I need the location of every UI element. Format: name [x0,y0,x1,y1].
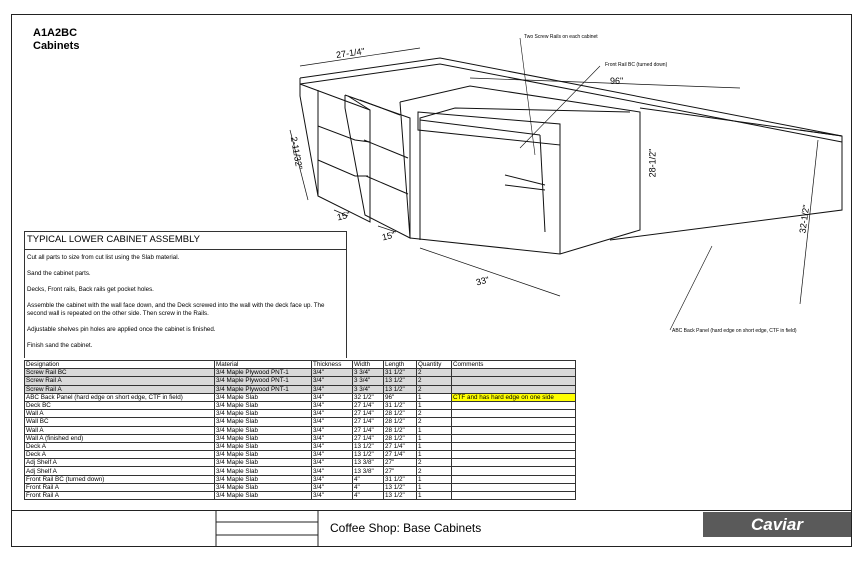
table-cell: 3/4 Maple Slab [215,451,312,459]
col-material: Material [215,361,312,369]
table-cell: 1 [417,475,452,483]
table-cell: 3/4 Maple Plywood PNT-1 [215,385,312,393]
table-cell: 3/4" [312,475,353,483]
drawing-code: A1A2BC [33,27,78,39]
table-cell: 28 1/2" [384,434,417,442]
table-cell: 1 [417,393,452,401]
label-front-rail: Front Rail BC (turned down) [605,62,668,68]
dim-height-left: 2-11/32" [288,135,305,171]
table-cell: 3 3/4" [353,385,384,393]
table-cell: 1 [417,434,452,442]
table-cell: 3/4" [312,492,353,500]
table-cell: 1 [417,442,452,450]
table-cell: Deck A [25,451,215,459]
col-width: Width [353,361,384,369]
table-cell: 3/4 Maple Plywood PNT-1 [215,377,312,385]
col-comments: Comments [452,361,576,369]
table-cell: 13 1/2" [384,385,417,393]
table-cell: 1 [417,401,452,409]
table-cell: 3/4 Maple Slab [215,426,312,434]
table-cell: 1 [417,483,452,491]
table-cell: 3/4" [312,393,353,401]
table-cell: 4" [353,483,384,491]
assembly-step: Finish sand the cabinet. [27,342,93,349]
table-cell: 27" [384,459,417,467]
table-cell: Front Rail A [25,483,215,491]
table-cell: 27 1/4" [353,434,384,442]
table-cell: 28 1/2" [384,410,417,418]
label-screw-rails: Two Screw Rails on each cabinet [524,34,598,40]
brand-logo: Caviar [703,512,851,537]
table-cell: 3/4 Maple Slab [215,492,312,500]
dim-depth-c: 33" [474,274,491,288]
col-quantity: Quantity [417,361,452,369]
assembly-step: Cut all parts to size from cut list using the Slab material. [27,254,180,261]
dim-depth-a: 15" [335,209,352,223]
table-cell: 3/4" [312,459,353,467]
table-cell: 3/4" [312,434,353,442]
assembly-step: Adjustable shelves pin holes are applied once the cabinet is finished. [27,326,216,333]
assembly-title: TYPICAL LOWER CABINET ASSEMBLY [25,232,346,250]
table-cell: 2 [417,369,452,377]
col-designation: Designation [25,361,215,369]
table-cell: 3/4" [312,410,353,418]
table-cell: Deck A [25,442,215,450]
table-cell: 2 [417,410,452,418]
table-cell: 3/4" [312,483,353,491]
table-cell: 3/4" [312,377,353,385]
table-cell: 13 1/2" [384,483,417,491]
table-cell: Screw Rail BC [25,369,215,377]
table-cell: 28 1/2" [384,418,417,426]
table-cell: 27 1/4" [384,442,417,450]
table-cell: Wall A [25,426,215,434]
table-cell: 3/4 Maple Slab [215,434,312,442]
table-cell: Deck BC [25,401,215,409]
table-cell: 27 1/4" [353,426,384,434]
table-cell: 3/4" [312,369,353,377]
table-cell: 3/4" [312,385,353,393]
table-cell: Screw Rail A [25,377,215,385]
table-cell: 13 1/2" [353,451,384,459]
table-cell: Screw Rail A [25,385,215,393]
table-cell: 4" [353,475,384,483]
table-cell: 3/4 Maple Slab [215,393,312,401]
table-cell: Adj Shelf A [25,467,215,475]
table-cell: 3/4 Maple Slab [215,459,312,467]
dim-depth-b: 15" [380,229,397,243]
table-cell: 27 1/4" [384,451,417,459]
col-length: Length [384,361,417,369]
table-cell: 3 3/4" [353,377,384,385]
table-cell: 31 1/2" [384,475,417,483]
table-cell: 2 [417,418,452,426]
col-thickness: Thickness [312,361,353,369]
table-cell: 13 1/2" [384,377,417,385]
table-cell: 27" [384,467,417,475]
dim-side: 32-1/2" [797,204,812,234]
table-cell: CTF and has hard edge on one side [452,393,576,401]
table-cell: Wall A (finished end) [25,434,215,442]
table-cell: 3/4 Maple Slab [215,410,312,418]
table-cell: 4" [353,492,384,500]
table-cell: Front Rail BC (turned down) [25,475,215,483]
table-cell: 3/4" [312,442,353,450]
table-cell: 3/4" [312,467,353,475]
table-cell: 3/4 Maple Slab [215,483,312,491]
table-cell: 27 1/4" [353,410,384,418]
label-back-panel: ABC Back Panel (hard edge on short edge, CTF in field) [672,328,797,334]
table-cell: 3/4 Maple Slab [215,401,312,409]
table-cell: 3 3/4" [353,369,384,377]
table-cell: 3/4" [312,426,353,434]
table-cell: 2 [417,467,452,475]
table-cell: 13 3/8" [353,459,384,467]
dim-height-right: 28-1/2" [647,148,658,178]
table-cell: 3/4" [312,451,353,459]
assembly-step: Decks, Front rails, Back rails get pocket holes. [27,286,154,293]
table-cell: 1 [417,451,452,459]
table-cell: Adj Shelf A [25,459,215,467]
dim-width-top: 27-1/4" [335,46,366,60]
table-cell: 3/4 Maple Slab [215,475,312,483]
table-cell: 32 1/2" [353,393,384,401]
table-cell: 1 [417,492,452,500]
table-cell: 27 1/4" [353,418,384,426]
drawing-title: Cabinets [33,40,80,52]
table-cell: 2 [417,377,452,385]
table-cell: 3/4 Maple Slab [215,418,312,426]
table-cell: ABC Back Panel (hard edge on short edge, CTF in field) [25,393,215,401]
assembly-step: Sand the cabinet parts. [27,270,91,277]
table-cell: 27 1/4" [353,401,384,409]
table-cell: 13 3/8" [353,467,384,475]
table-cell: Wall BC [25,418,215,426]
table-cell: 13 1/2" [353,442,384,450]
table-cell: 96" [384,393,417,401]
table-cell: 3/4" [312,401,353,409]
table-cell: 13 1/2" [384,492,417,500]
table-cell: 3/4 Maple Plywood PNT-1 [215,369,312,377]
table-cell: 28 1/2" [384,426,417,434]
table-cell: Front Rail A [25,492,215,500]
table-cell: 31 1/2" [384,401,417,409]
table-cell: 3/4 Maple Slab [215,442,312,450]
table-cell: 1 [417,426,452,434]
table-cell: Wall A [25,410,215,418]
table-cell: 31 1/2" [384,369,417,377]
table-cell: 2 [417,385,452,393]
assembly-step: Assemble the cabinet with the wall face down, and the Deck screwed into the wall with the deck face up. The second wall is repeated on the other side. Then screw in the Rails. [27,302,325,317]
project-title: Coffee Shop: Base Cabinets [330,521,482,535]
table-cell: 3/4" [312,418,353,426]
dim-length: 96" [610,76,624,86]
table-cell: 2 [417,459,452,467]
table-cell: 3/4 Maple Slab [215,467,312,475]
